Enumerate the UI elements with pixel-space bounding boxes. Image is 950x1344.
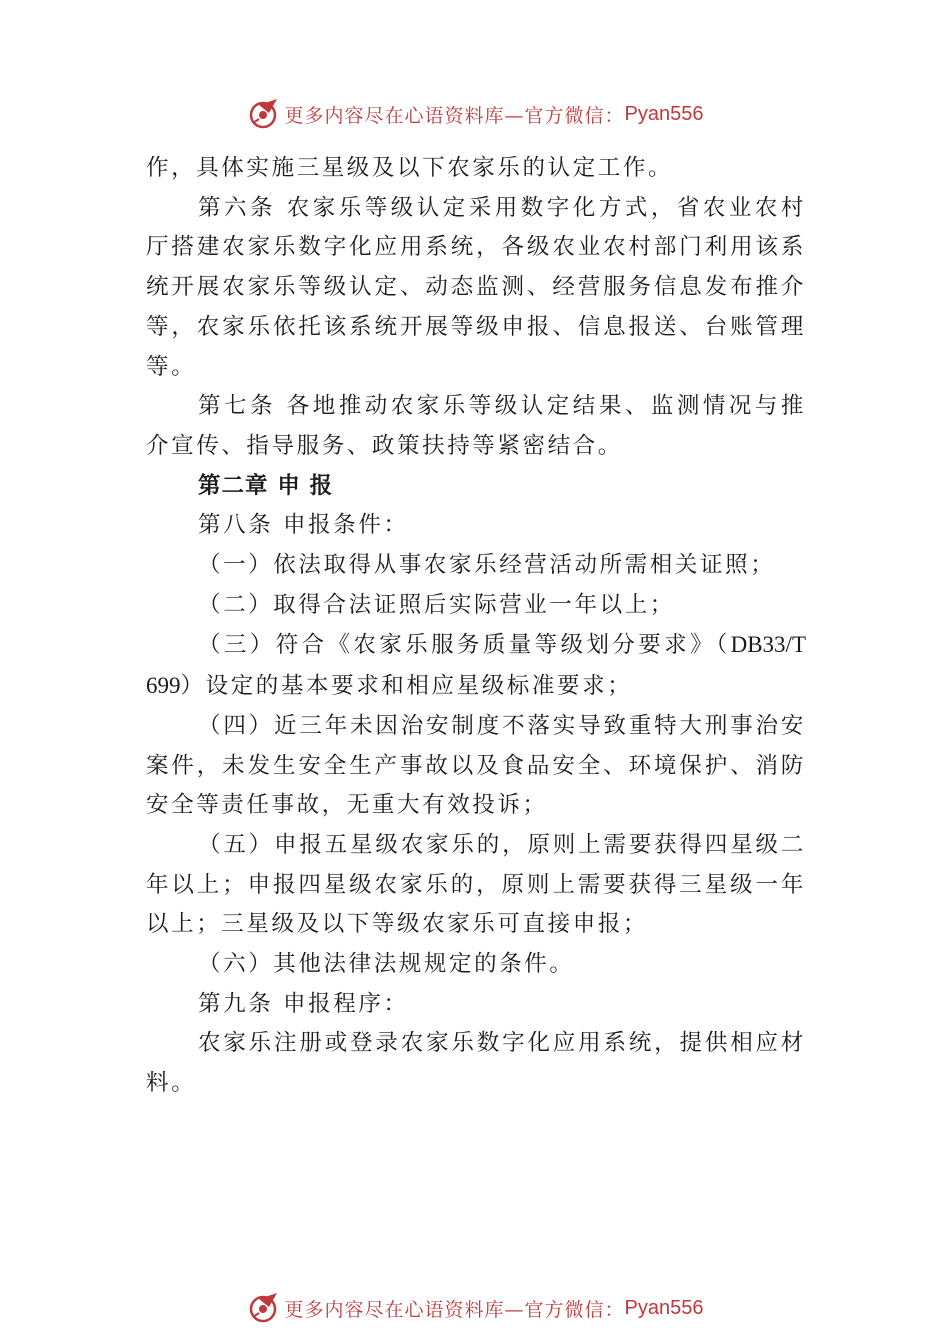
standard-code: DB33/T 699 bbox=[146, 632, 806, 699]
pen-logo-icon bbox=[247, 97, 281, 131]
condition-4: （四）近三年未因治安制度不落实导致重特大刑事治安案件，未发生安全生产事故以及食品安全、环境保护、消防安全等责任事故，无重大有效投诉； bbox=[146, 712, 806, 819]
watermark-wechat-id: Pyan556 bbox=[624, 102, 704, 125]
condition-6: （六）其他法律法规规定的条件。 bbox=[198, 951, 575, 978]
condition-5: （五）申报五星级农家乐的，原则上需要获得四星级二年以上；申报四星级农家乐的，原则上需要获得三星级一年以上；三星级及以下等级农家乐可直接申报； bbox=[146, 831, 806, 938]
watermark-banner-bottom bbox=[0, 1290, 950, 1326]
condition-2: （二）取得合法证照后实际营业一年以上； bbox=[198, 591, 675, 618]
condition-3 bbox=[146, 625, 806, 706]
condition-3-part-a: （三）符合《农家乐服务质量等级划分要求》（ bbox=[198, 632, 731, 659]
pen-logo-icon bbox=[247, 1291, 281, 1325]
article-6: 第六条 农家乐等级认定采用数字化方式，省农业农村厅搭建农家乐数字化应用系统，各级农业农村部门利用该系统开展农家乐等级认定、动态监测、经营服务信息发布推介等，农家乐依托该系统开展等级申报、信息报送、台账管理等。 bbox=[146, 194, 806, 380]
article-8-title: 第八条 申报条件： bbox=[198, 512, 409, 539]
article-7: 第七条 各地推动农家乐等级认定结果、监测情况与推介宣传、指导服务、政策扶持等紧密结合。 bbox=[146, 393, 806, 459]
condition-3-part-b: ）设定的基本要求和相应星级标准要求； bbox=[180, 673, 633, 700]
article-9-body: 农家乐注册或登录农家乐数字化应用系统，提供相应材料。 bbox=[146, 1030, 806, 1097]
watermark-wechat-id: Pyan556 bbox=[624, 1296, 704, 1319]
condition-1: （一）依法取得从事农家乐经营活动所需相关证照； bbox=[198, 552, 776, 579]
paragraph-continuation: 作，具体实施三星级及以下农家乐的认定工作。 bbox=[146, 155, 674, 181]
watermark-banner-top bbox=[0, 96, 950, 132]
document-body bbox=[146, 149, 806, 1104]
article-9-title: 第九条 申报程序： bbox=[198, 990, 409, 1017]
watermark-text: 更多内容尽在心语资料库—官方微信： bbox=[284, 104, 625, 127]
chapter-2-heading: 第二章 申 报 bbox=[198, 472, 334, 499]
watermark-text: 更多内容尽在心语资料库—官方微信： bbox=[284, 1298, 625, 1321]
